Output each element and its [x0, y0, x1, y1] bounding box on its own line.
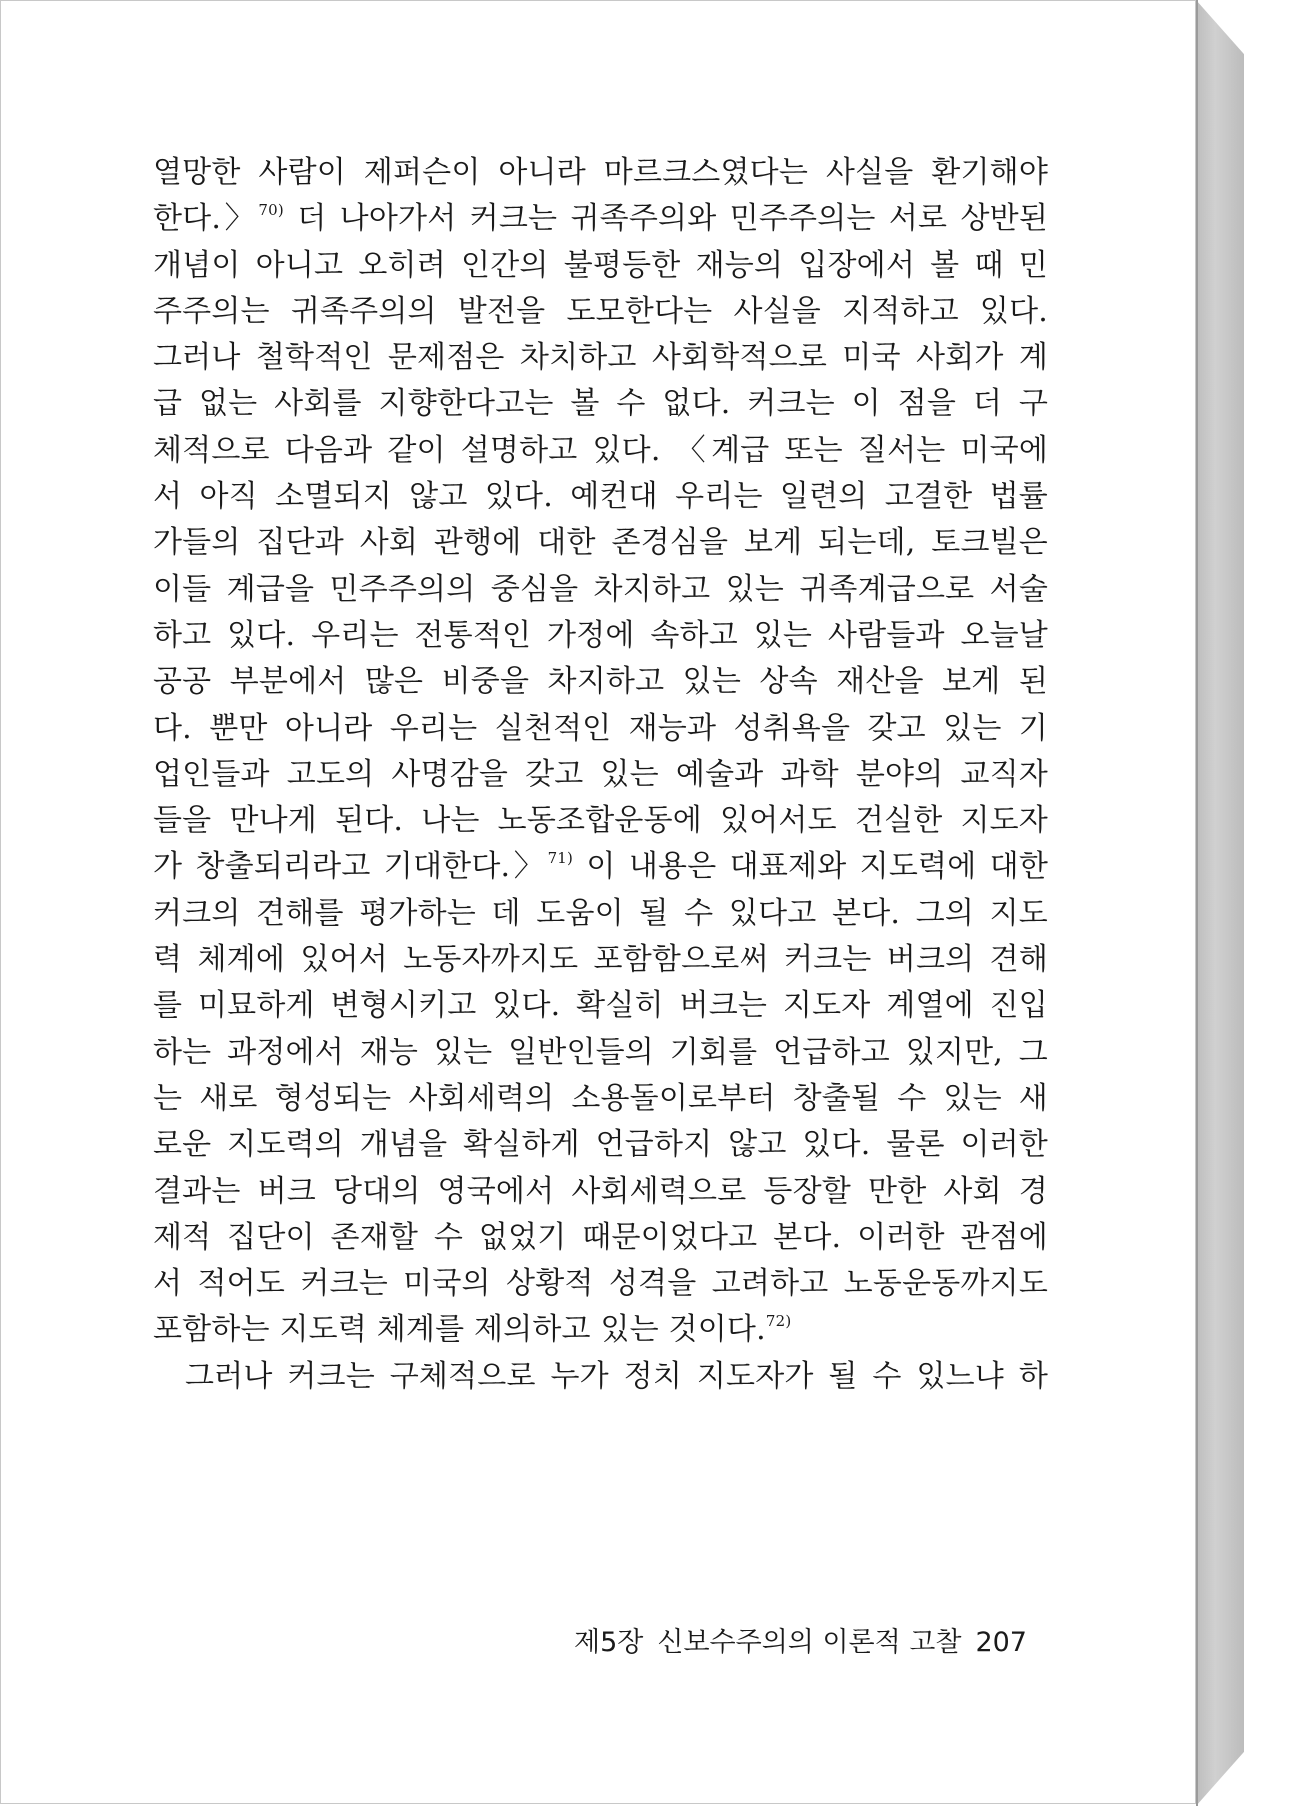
- chapter-label: 제5장: [574, 1627, 644, 1658]
- text-line: 력 체계에 있어서 노동자까지도 포함함으로써 커크는 버크의 견해: [153, 942, 1048, 978]
- footnote-ref: 70): [258, 201, 284, 220]
- footnote-ref: 72): [765, 1312, 792, 1331]
- text-line: 가 창출되리라고 기대한다.〉$^{71)}$ 이 내용은 대표제와 지도력에 대한: [153, 849, 1049, 885]
- text-line: 제적 집단이 존재할 수 없었기 때문이었다고 본다. 이러한 관점에: [153, 1219, 1048, 1255]
- text-line: 다. 뿐만 아니라 우리는 실천적인 재능과 성취욕을 갖고 있는 기: [153, 710, 1048, 746]
- text-line: 를 미묘하게 변형시키고 있다. 확실히 버크는 지도자 계열에 진입: [153, 988, 1048, 1024]
- text-line: 하는 과정에서 재능 있는 일반인들의 기회를 언급하고 있지만, 그: [153, 1034, 1048, 1070]
- text-line: 이들 계급을 민주주의의 중심을 차지하고 있는 귀족계급으로 서술: [153, 571, 1048, 607]
- text-line: 한다.〉$^{70)}$ 더 나아가서 커크는 귀족주의와 민주주의는 서로 상반된: [153, 201, 1049, 237]
- text-line: 커크의 견해를 평가하는 데 도움이 될 수 있다고 본다. 그의 지도: [153, 895, 1048, 931]
- chapter-title: 신보수주의의 이론적 고찰: [657, 1627, 962, 1658]
- page-edge-shadow: [1196, 0, 1244, 1806]
- text-line: 들을 만나게 된다. 나는 노동조합운동에 있어서도 건실한 지도자: [153, 803, 1048, 839]
- page-number: 207: [975, 1627, 1027, 1658]
- text-line: 열망한 사람이 제퍼슨이 아니라 마르크스였다는 사실을 환기해야: [153, 155, 1048, 190]
- text-line: 주주의는 귀족주의의 발전을 도모한다는 사실을 지적하고 있다.: [153, 293, 1048, 329]
- text-line: 개념이 아니고 오히려 인간의 불평등한 재능의 입장에서 볼 때 민: [153, 247, 1048, 283]
- text-line: 그러나 커크는 구체적으로 누가 정치 지도자가 될 수 있느냐 하: [185, 1358, 1048, 1394]
- text-line: 체적으로 다음과 같이 설명하고 있다. 〈계급 또는 질서는 미국에: [153, 432, 1048, 468]
- text-line: 업인들과 고도의 사명감을 갖고 있는 예술과 과학 분야의 교직자: [153, 756, 1048, 792]
- text-line: 하고 있다. 우리는 전통적인 가정에 속하고 있는 사람들과 오늘날: [153, 617, 1048, 653]
- text-line: 로운 지도력의 개념을 확실하게 언급하지 않고 있다. 물론 이러한: [153, 1127, 1048, 1163]
- text-line: 그러나 철학적인 문제점은 차치하고 사회학적으로 미국 사회가 계: [153, 340, 1048, 376]
- body-text: [153, 150, 1048, 1400]
- text-line: 가들의 집단과 사회 관행에 대한 존경심을 보게 되는데, 토크빌은: [153, 525, 1048, 561]
- text-line: 서 적어도 커크는 미국의 상황적 성격을 고려하고 노동운동까지도: [153, 1266, 1048, 1302]
- page-footer: [574, 1620, 1027, 1659]
- page-edge-line: [1196, 0, 1198, 1806]
- text-line: 서 아직 소멸되지 않고 있다. 예컨대 우리는 일련의 고결한 법률: [153, 479, 1048, 515]
- footnote-ref: 71): [547, 849, 574, 868]
- text-line: 급 없는 사회를 지향한다고는 볼 수 없다. 커크는 이 점을 더 구: [153, 386, 1048, 422]
- text-line: 결과는 버크 당대의 영국에서 사회세력으로 등장할 만한 사회 경: [153, 1173, 1048, 1209]
- text-line: 공공 부분에서 많은 비중을 차지하고 있는 상속 재산을 보게 된: [153, 664, 1048, 700]
- text-line: 포함하는 지도력 체계를 제의하고 있는 것이다.$^{72)}$: [153, 1312, 792, 1348]
- text-line: 는 새로 형성되는 사회세력의 소용돌이로부터 창출될 수 있는 새: [153, 1080, 1048, 1116]
